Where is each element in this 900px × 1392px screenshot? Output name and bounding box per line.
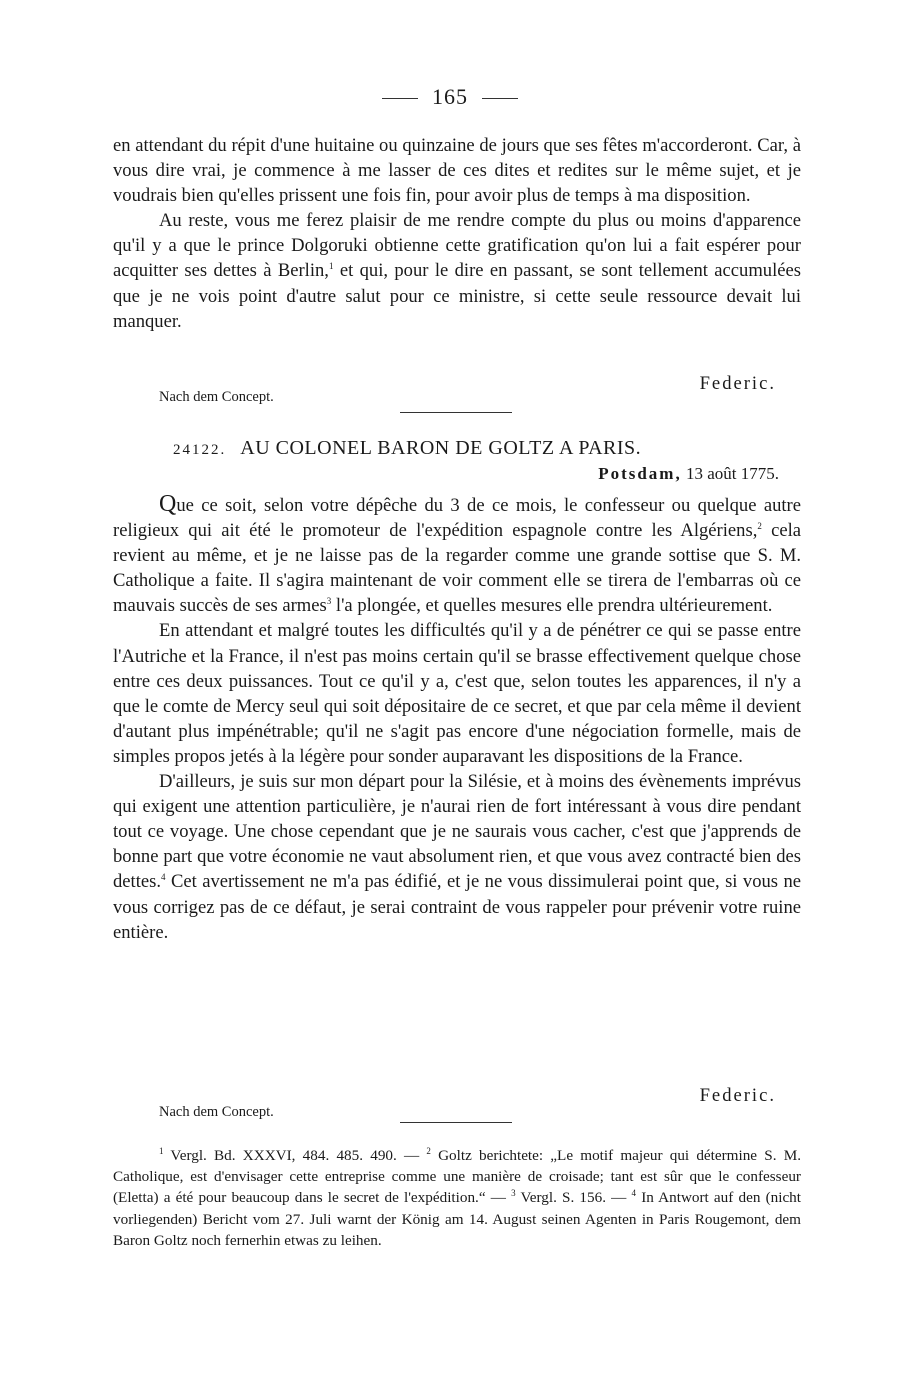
- letter2-paragraph-3: [113, 769, 801, 945]
- footnotes-text: [113, 1145, 801, 1251]
- letter1-paragraph-2-text-a: Au reste, vous me ferez plaisir de me rendre compte du plus ou moins d'apparence qu'il y a que le prince Dolgoruki obtienne cette gratification qu'on lui a fait espérer pour acquitter ses dettes à Berlin,: [113, 210, 801, 282]
- letter1-paragraph-2-text-b: et qui, pour le dire en passant, se sont tellement accumulées que je ne vois point d'autre salut pour ce ministre, si cette seule ressource devait lui manquer.: [113, 260, 801, 332]
- letter2-body: [113, 492, 801, 945]
- footnotes: [113, 1145, 801, 1251]
- letter2-heading: [173, 437, 641, 460]
- footnote-2: Goltz berichtete: „Le motif majeur qui détermine S. M. Catholique, est d'envisager cette entreprise comme une manière de croisade; tant est sûr que le confesseur (Eletta) a été pour beaucoup dans le secret de l'expédition.“ —: [113, 1147, 801, 1207]
- page-header: [0, 84, 900, 110]
- footnote-1: Vergl. Bd. XXXVI, 484. 485. 490. —: [163, 1147, 427, 1164]
- letter1-body: [113, 133, 801, 334]
- footnote-mark-1: 1: [159, 1145, 164, 1156]
- footnote-4: In Antwort auf den (nicht vorliegenden) Bericht vom 27. Juli warnt der König am 14. August seinen Agenten in Paris Rougemont, dem Baron Goltz noch fernerhin etwas zu leihen.: [113, 1189, 801, 1249]
- letter-number: 24122.: [173, 442, 227, 458]
- initial-letter: Q: [159, 491, 177, 517]
- letter2-paragraph-1-text-a: ue ce soit, selon votre dépêche du 3 de ce mois, le confesseur ou quelque autre religieux qui ait été le promoteur de l'expédition espagnole contre les Algériens,: [113, 495, 801, 542]
- letter1-source: Nach dem Concept.: [159, 389, 274, 405]
- letter1-paragraph-2: [113, 208, 801, 333]
- footnote-mark-4: 4: [631, 1188, 637, 1199]
- footnote-mark-2: 2: [426, 1145, 431, 1156]
- letter2-paragraph-3-text-a: D'ailleurs, je suis sur mon départ pour la Silésie, et à moins des évènements imprévus qui exigent une attention particulière, je n'aurai rien de fort intéressant à vous dire pendant tout ce voyage. Une chose cependant que je ne saurais vous cacher, c'est que j'apprends de bonne part que votre économie ne vaut absolument rien, et que vous avez contracté bien des dettes.: [113, 771, 801, 893]
- footnote-ref-2: 2: [757, 520, 762, 531]
- footnote-mark-3: 3: [511, 1188, 516, 1199]
- letter-addressee: AU COLONEL BARON DE GOLTZ A PARIS.: [240, 437, 642, 459]
- letter-place: Potsdam,: [598, 464, 682, 483]
- letter2-paragraph-1: [113, 492, 801, 618]
- page-number: 165: [432, 84, 468, 109]
- footnote-ref-1: 1: [328, 261, 334, 272]
- letter1-paragraph-1: en attendant du répit d'une huitaine ou quinzaine de jours que ses fêtes m'accorderont. Car, à vous dire vrai, je commence à me lasser de ces dites et redites sur le même sujet, et je voudrais bien qu'elles prissent une fois fin, pour avoir plus de temps à ma disposition.: [113, 135, 801, 207]
- letter2-paragraph-1-text-c: l'a plongée, et quelles mesures elle prendra ultérieurement.: [331, 595, 773, 617]
- letter2-dateline: [598, 464, 779, 484]
- header-dash-right: [482, 98, 518, 99]
- section-divider: [400, 412, 512, 413]
- footnote-3: Vergl. S. 156. —: [515, 1189, 632, 1207]
- letter-date: 13 août 1775.: [681, 464, 779, 483]
- letter2-paragraph-2: En attendant et malgré toutes les difficultés qu'il y a de pénétrer ce qui se passe entre l'Autriche et la France, il n'est pas moins certain qu'il se brasse effectivement quelque chose entre ces deux puissances. Tout ce qu'il y a, c'est que, selon toutes les apparences, il n'y a que le comte de Mercy seul qui soit dépositaire de ce secret, et que par cela même il devient d'autant plus impénétrable; qu'il ne s'agit pas encore d'une négociation formelle, mais de simples propos jetés à la légère pour sonder auparavant les dispositions de la France.: [113, 620, 801, 767]
- letter2-signature: Federic.: [699, 1085, 776, 1106]
- letter2-source: Nach dem Concept.: [159, 1104, 274, 1120]
- letter2-paragraph-1-text-b: cela revient au même, et je ne laisse pas de la regarder comme une grande sottise que S. M. Catholique a faite. Il s'agira maintenant de voir comment elle se tirera de l'embarras où ce mauvais succès de ses armes: [113, 520, 802, 617]
- footnote-ref-4: 4: [161, 872, 166, 883]
- footnote-divider: [400, 1122, 512, 1123]
- footnote-ref-3: 3: [326, 596, 332, 607]
- header-dash-left: [382, 98, 418, 99]
- letter2-paragraph-3-text-b: Cet avertissement ne m'a pas édifié, et je ne vous dissimulerai point que, si vous ne vous corrigez pas de ce défaut, je serai contraint de vous rappeler pour prévenir votre ruine entière.: [113, 871, 801, 943]
- letter1-signature: Federic.: [699, 373, 776, 394]
